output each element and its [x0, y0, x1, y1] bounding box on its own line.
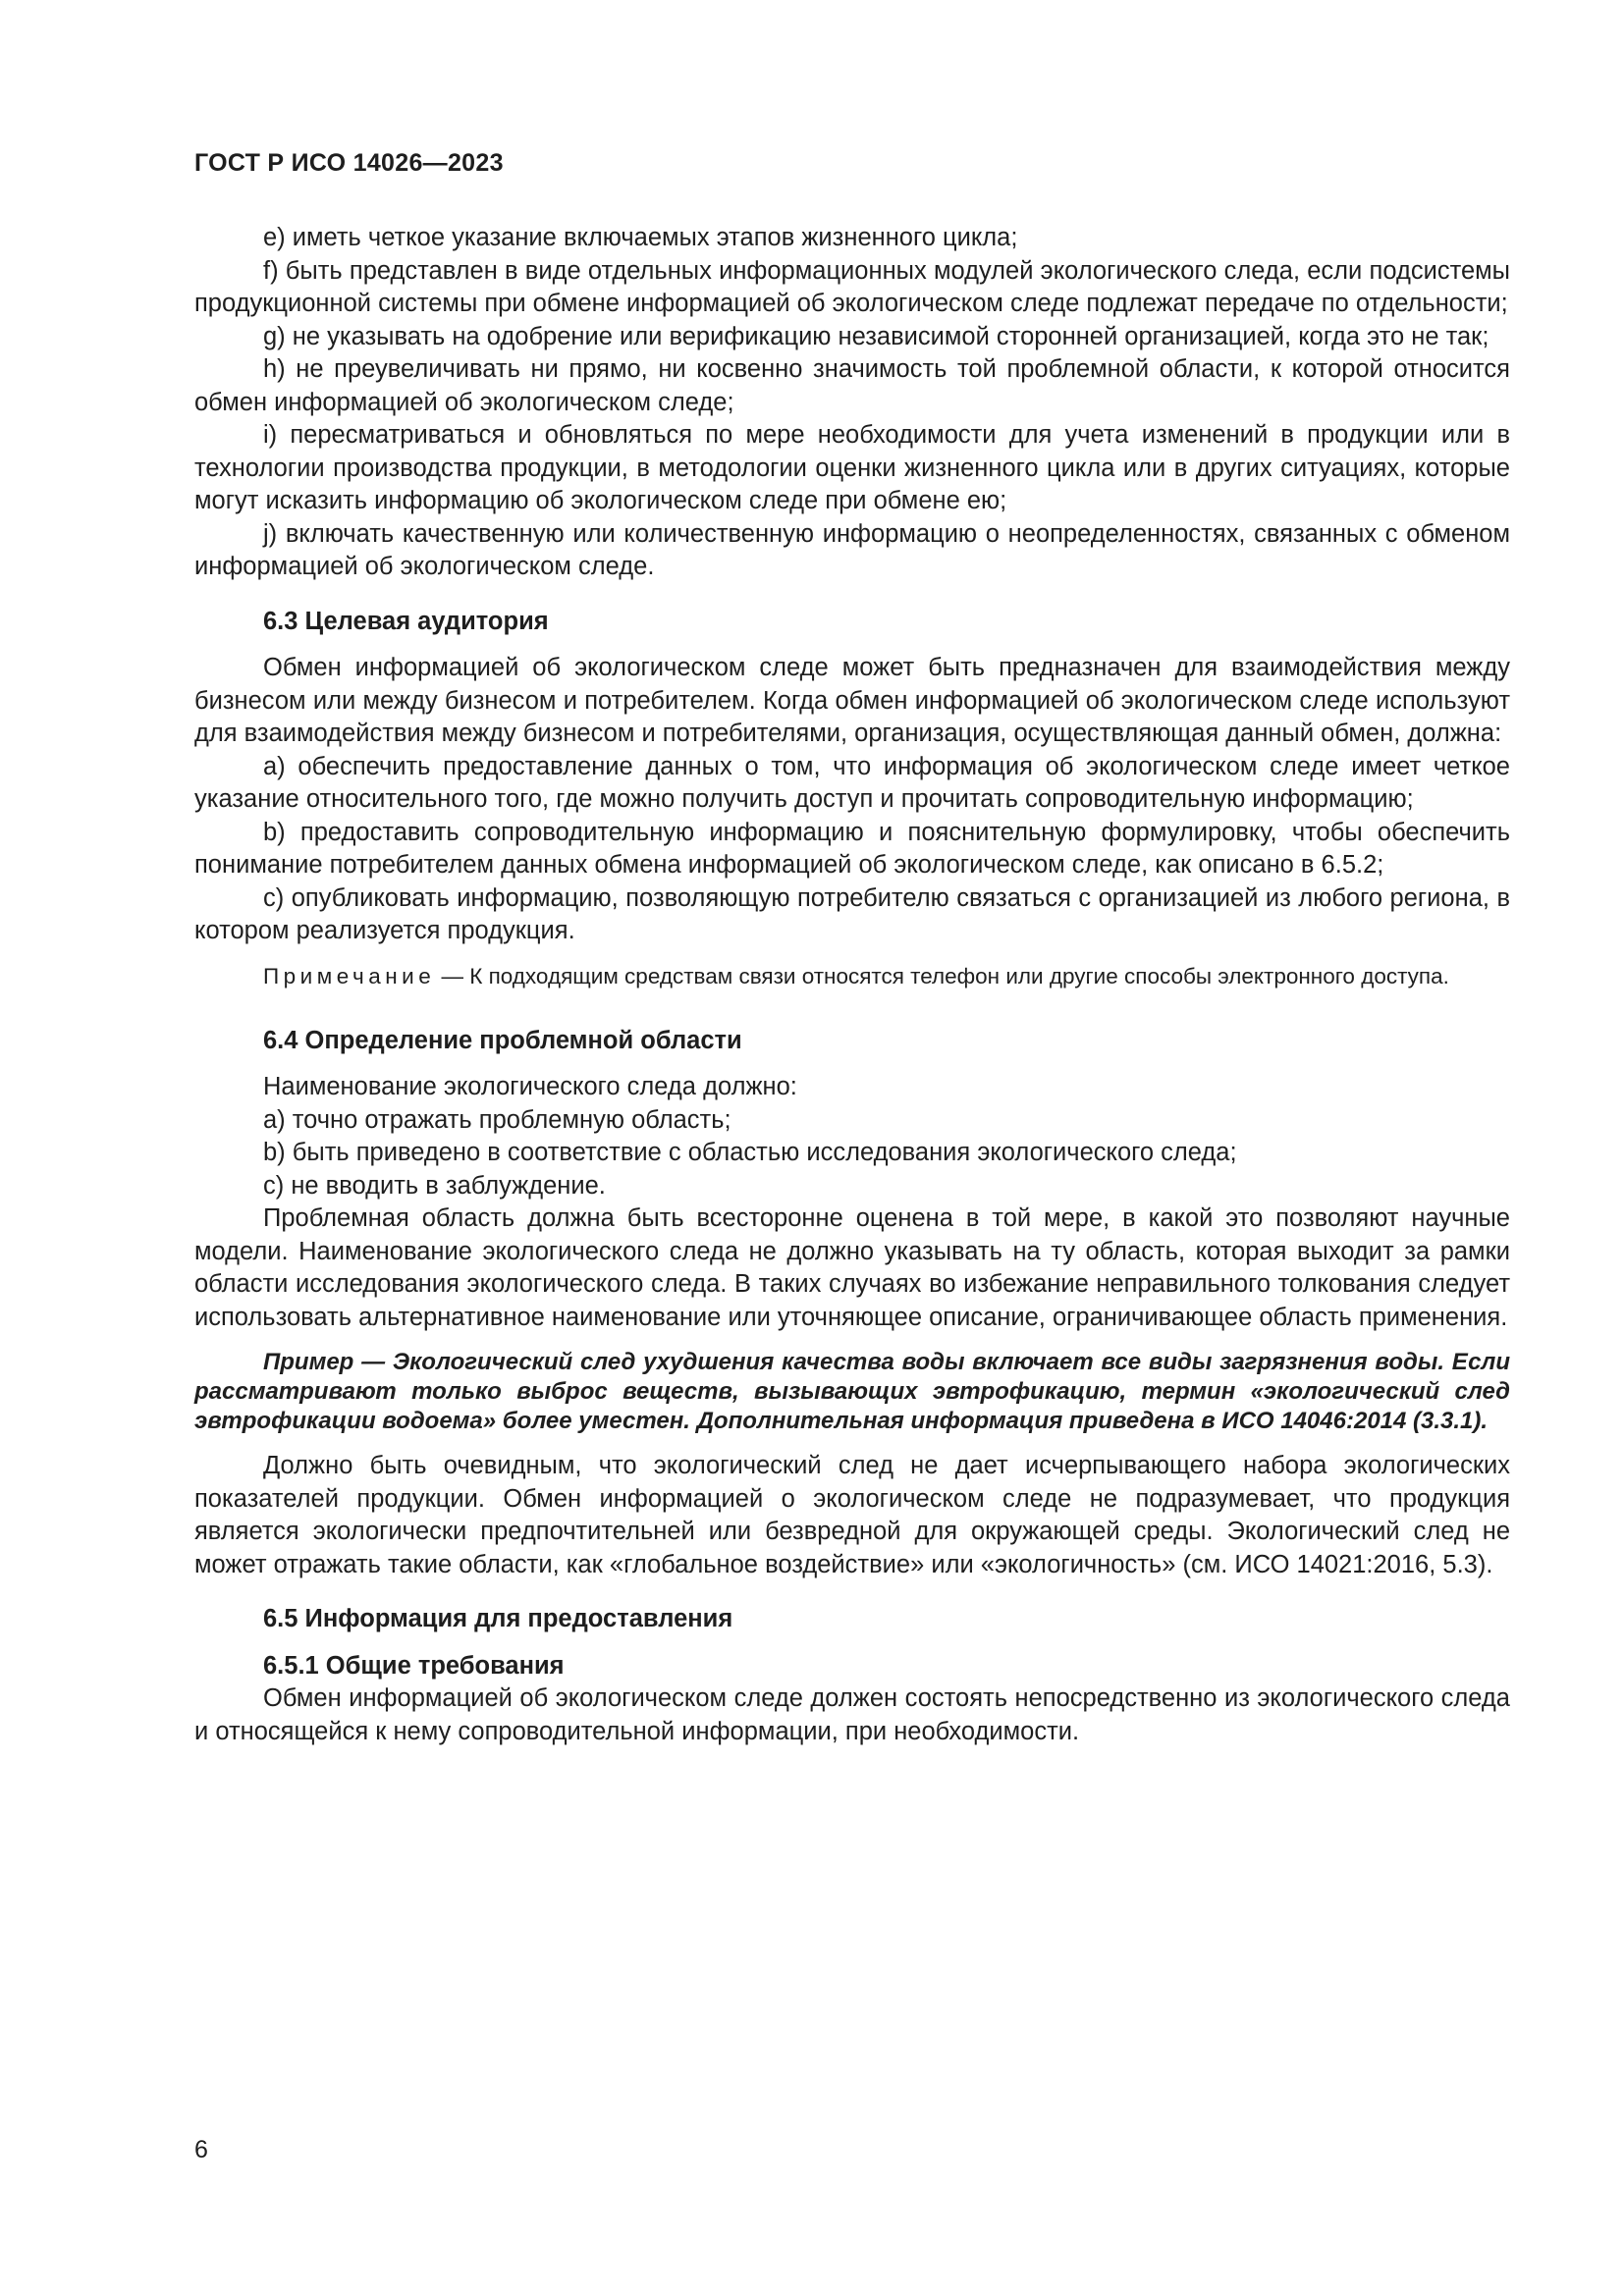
section-6-3-note — [194, 962, 1510, 991]
section-6-4-intro: Наименование экологического следа должно: — [263, 1073, 797, 1100]
list-item-f: f) быть представлен в виде отдельных информационных модулей экологического следа, если подсистемы продукционной системы при обмене информацией об экологическом следе подлежат передаче по отдельности; — [194, 256, 1510, 317]
section-6-4-heading: 6.4 Определение проблемной области — [263, 1026, 742, 1054]
section-6-5-1-heading: 6.5.1 Общие требования — [263, 1651, 565, 1680]
section-6-3-item-c: с) опубликовать информацию, позволяющую потребителю связаться с организацией из любого региона, в котором реализуется продукция. — [194, 883, 1510, 944]
page-content — [194, 222, 1510, 1748]
section-6-3-item-b: b) предоставить сопроводительную информацию и пояснительную формулировку, чтобы обеспечить понимание потребителем данных обмена информацией об экологическом следе, как описано в 6.5.2; — [194, 818, 1510, 879]
section-6-5-heading: 6.5 Информация для предоставления — [263, 1605, 733, 1632]
list-item-j: j) включать качественную или количественную информацию о неопределенностях, связанных с обменом информацией об экологическом следе. — [194, 519, 1510, 580]
page-header-standard-id: ГОСТ Р ИСО 14026—2023 — [194, 149, 504, 177]
note-label: Примечание — [263, 963, 436, 988]
page-number: 6 — [194, 2136, 208, 2163]
section-6-4-closing: Должно быть очевидным, что экологический след не дает исчерпывающего набора экологических показателей продукции. Обмен информацией о экологическом следе не подразумевает, что продукция является экологически предпочтительней или безвредной для окружающей среды. Экологический след не может отражать такие области, как «глобальное воздействие» или «экологичность» (см. ИСО 14021:2016, 5.3). — [194, 1452, 1510, 1578]
list-item-e: е) иметь четкое указание включаемых этапов жизненного цикла; — [263, 224, 1018, 251]
section-6-3-item-a: а) обеспечить предоставление данных о том, что информация об экологическом следе имеет четкое указание относительного того, где можно получить доступ и прочитать сопроводительную информацию; — [194, 752, 1510, 813]
list-item-h: h) не преувеличивать ни прямо, ни косвенно значимость той проблемной области, к которой относится обмен информацией об экологическом следе; — [194, 355, 1510, 416]
section-6-4-item-a: а) точно отражать проблемную область; — [263, 1105, 731, 1134]
list-item-i: i) пересматриваться и обновляться по мере необходимости для учета изменений в продукции или в технологии производства продукции, в методологии оценки жизненного цикла или в других ситуациях, которые могут исказить информацию об экологическом следе при обмене ею; — [194, 421, 1510, 514]
list-item-g: g) не указывать на одобрение или верификацию независимой сторонней организацией, когда это не так; — [263, 322, 1489, 350]
section-6-4-example: Пример — Экологический след ухудшения качества воды включает все виды загрязнения воды. Если рассматривают только выброс веществ, вызывающих эвтрофикацию, термин «экологический след эвтрофикации водоема» более уместен. Дополнительная информация приведена в ИСО 14046:2014 (3.3.1). — [194, 1349, 1510, 1434]
section-6-5-1-paragraph: Обмен информацией об экологическом следе должен состоять непосредственно из экологического следа и относящейся к нему сопроводительной информации, при необходимости. — [194, 1684, 1510, 1745]
section-6-4-item-c: с) не вводить в заблуждение. — [263, 1171, 606, 1200]
section-6-4-paragraph: Проблемная область должна быть всесторонне оценена в той мере, в какой это позволяют научные модели. Наименование экологического следа не должно указывать на ту область, которая выходит за рамки области исследования экологического следа. В таких случаях во избежание неправильного толкования следует использовать альтернативное наименование или уточняющее описание, ограничивающее область применения. — [194, 1204, 1510, 1331]
section-6-3-heading: 6.3 Целевая аудитория — [263, 607, 549, 635]
section-6-3-intro: Обмен информацией об экологическом следе может быть предназначен для взаимодействия между бизнесом или между бизнесом и потребителем. Когда обмен информацией об экологическом следе используют для взаимодействия между бизнесом и потребителями, организация, осуществляющая данный обмен, должна: — [194, 654, 1510, 747]
section-6-4-item-b: b) быть приведено в соответствие с областью исследования экологического следа; — [263, 1139, 1237, 1166]
note-text: — К подходящим средствам связи относятся телефон или другие способы электронного доступа. — [435, 963, 1449, 988]
